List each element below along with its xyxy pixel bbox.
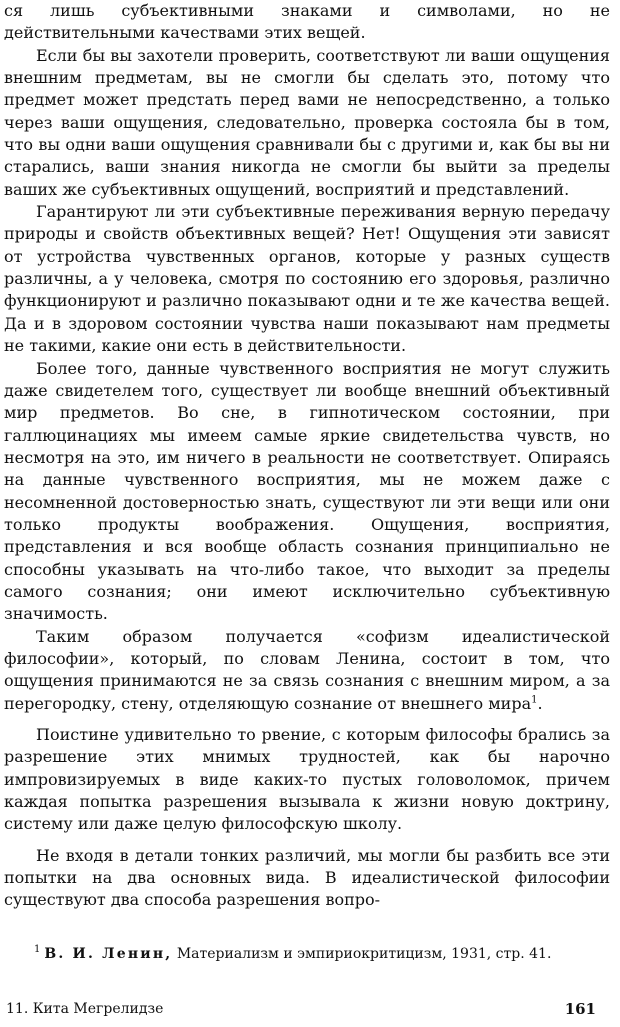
paragraph-two-methods: Не входя в детали тонких различий, мы могли бы разбить все эти попытки на два основных вида. В идеалистической философии существуют два способа разрешения вопро-	[4, 845, 610, 910]
book-page	[4, 0, 610, 1027]
paragraph-sophism	[4, 626, 610, 715]
paragraph-verification: Если бы вы захотели проверить, соответствуют ли ваши ощущения внешним предметам, вы не смогли бы сделать это, потому что предмет может предстать перед вами не непосредственно, а только через ваши ощущения, следовательно, проверка состояла бы в том, что вы одни ваши ощущения сравнивали бы с другими и, как бы вы ни старались, ваши знания никогда не смогли бы выйти за пределы ваших же субъективных ощущений, восприятий и представлений.	[4, 45, 610, 199]
paragraph-perception: Более того, данные чувственного восприятия не могут служить даже свидетелем того, существует ли вообще внешний объективный мир предметов. Во сне, в гипнотическом состоянии, при галлюцинациях мы имеем самые яркие свидетельства чувств, но несмотря на это, им ничего в реальности не соответствует. Опираясь на данные чувственного восприятия, мы не можем даже с несомненной достоверностью знать, существуют ли эти вещи или они только продукты воображения. Ощущения, восприятия, представления и вся вообще область сознания принципиально не способны указывать на что-либо такое, что выходит за пределы самого сознания; они имеют исключительно субъективную значимость.	[4, 358, 610, 624]
page-number: 161	[564, 1000, 596, 1018]
paragraph-zeal: Поистине удивительно то рвение, с которым философы брались за разрешение этих мнимых трудностей, как бы нарочно импровизируемых в виде каких-то пустых головоломок, причем каждая попытка разрешения вызывала к жизни новую доктрину, систему или даже целую философскую школу.	[4, 725, 610, 834]
paragraph-sophism-tail: .	[537, 693, 543, 713]
footnote-reference: 1	[531, 694, 538, 706]
footnote	[34, 945, 551, 963]
paragraph-guarantee: Гарантируют ли эти субъективные переживания верную передачу природы и свойств объективных вещей? Нет! Ощущения эти зависят от устройства чувственных органов, которые у разных существ различны, а у человека, смотря по состоянию его здоровья, различно функционируют и различно показывают одни и те же качества вещей. Да и в здоровом состоянии чувства наши показывают нам предметы не такими, какие они есть в действительности.	[4, 202, 610, 356]
paragraph-continuation: ся лишь субъективными знаками и символами, но не действительными качествами этих вещей.	[4, 1, 610, 43]
printer-signature: 11. Кита Мегрелидзе	[6, 1001, 164, 1017]
footnote-work: Материализм и эмпириокритицизм, 1931, стр. 41.	[176, 946, 552, 962]
footnote-author: В. И. Ленин,	[44, 946, 173, 962]
main-text	[4, 0, 610, 912]
footnote-number: 1	[34, 944, 41, 956]
paragraph-sophism-text: Таким образом получается «софизм идеалистической философии», который, по словам Ленина, состоит в том, что ощущения принимаются не за связь сознания с внешним миром, а за перегородку, стену, отделяющую сознание от внешнего мира	[4, 626, 610, 713]
